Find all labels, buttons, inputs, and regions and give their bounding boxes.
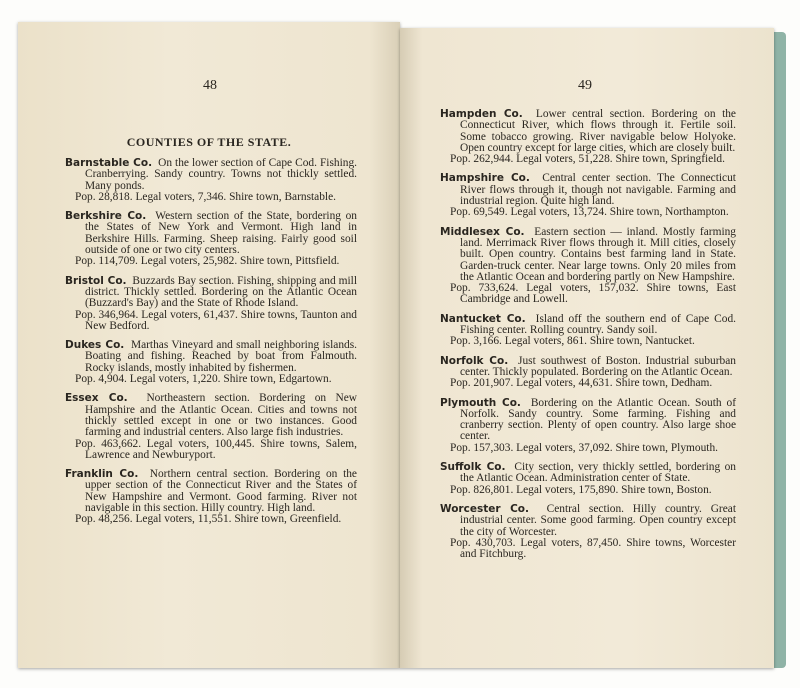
county-name: Bristol Co.	[65, 274, 127, 287]
county-stats: Pop. 4,904. Legal voters, 1,220. Shire town, Edgartown.	[75, 373, 332, 386]
county-name: Hampden Co.	[440, 108, 523, 120]
county-stats: Pop. 69,549. Legal voters, 13,724. Shire town, Northampton.	[450, 206, 729, 219]
county-entry	[65, 158, 357, 203]
county-list-right	[440, 109, 736, 568]
county-name: Norfolk Co.	[440, 354, 509, 367]
county-name: Worcester Co.	[440, 502, 530, 515]
county-description-text: Lower central section. Bordering on the Connecticut River, which flows through it. Fertile soil. Some tobacco growing. River navigable below Holyoke. Open country except for large cities, which are closely built.	[460, 108, 736, 154]
county-description-text: Central section. Hilly country. Great industrial center. Some good farming. Open country except the city of Worcester.	[460, 502, 736, 538]
county-description	[440, 504, 736, 538]
county-description-text: Island off the southern end of Cape Cod. Fishing center. Rolling country. Sandy soil.	[460, 312, 736, 337]
county-description-text: Eastern section — inland. Mostly farming land. Merrimack River flows through it. Mill cities, closely built. Open country. Contains best farming land in State. Garden-truck center. Near large towns. Only 20 miles from the Atlantic Ocean and bordering partly on New Hampshire.	[460, 225, 736, 283]
county-name: Berkshire Co.	[65, 210, 147, 223]
county-stats: Pop. 733,624. Legal voters, 157,032. Shire towns, East Cambridge and Lowell.	[450, 282, 736, 306]
county-description-text: Buzzards Bay section. Fishing, shipping and mill district. Thickly settled. Bordering on the Atlantic Ocean (Buzzard's Bay) and the State of Rhode Island.	[85, 274, 357, 310]
county-description	[65, 158, 357, 192]
county-description-text: Bordering on the Atlantic Ocean. South of Norfolk. Sandy country. Some farming. Fishing and cranberry section. Plenty of open country. Also large shoe center.	[460, 396, 737, 443]
county-entry	[440, 504, 736, 560]
county-description	[65, 276, 357, 310]
county-list-left	[65, 158, 357, 534]
county-entry	[440, 227, 736, 306]
county-name: Hampshire Co.	[440, 172, 530, 185]
county-stats: Pop. 157,303. Legal voters, 37,092. Shire town, Plymouth.	[450, 441, 718, 454]
county-name: Essex Co.	[65, 392, 128, 405]
county-description	[440, 356, 736, 379]
county-description-text: Marthas Vineyard and small neighboring islands. Boating and fishing. Reached by boat from Falmouth. Rocky islands, mostly inhabited by fishermen.	[85, 339, 357, 374]
county-entry	[440, 109, 736, 165]
county-entry	[440, 462, 736, 496]
county-name: Barnstable Co.	[65, 157, 153, 169]
county-name: Franklin Co.	[65, 468, 139, 481]
county-name: Plymouth Co.	[440, 396, 521, 409]
county-entry	[65, 469, 357, 525]
county-entry	[65, 393, 357, 461]
county-description	[65, 340, 357, 374]
county-entry	[440, 173, 736, 218]
section-title: COUNTIES OF THE STATE.	[126, 135, 292, 149]
county-name: Suffolk Co.	[440, 461, 506, 474]
county-name: Dukes Co.	[65, 339, 125, 352]
county-description	[440, 173, 736, 207]
page-number: 48	[203, 78, 217, 93]
county-description	[440, 462, 736, 485]
left-page	[18, 22, 400, 668]
page-number: 49	[578, 78, 592, 93]
county-stats: Pop. 48,256. Legal voters, 11,551. Shire town, Greenfield.	[75, 513, 342, 526]
county-description-text: Northeastern section. Bordering on New Hampshire and the Atlantic Ocean. Cities and towns not thickly settled except in one or two instances. Good farming and industrial centers. Also large fish industries.	[85, 392, 357, 439]
right-page	[400, 28, 774, 668]
county-description	[440, 109, 736, 154]
county-stats: Pop. 28,818. Legal voters, 7,346. Shire town, Barnstable.	[75, 190, 337, 203]
county-description-text: Northern central section. Bordering on the upper section of the Connecticut River and the States of New Hampshire and Vermont. Good farming. River not navigable in this section. Hilly country. High land.	[85, 468, 357, 515]
county-stats: Pop. 826,801. Legal voters, 175,890. Shire town, Boston.	[450, 483, 712, 496]
county-stats: Pop. 262,944. Legal voters, 51,228. Shire town, Springfield.	[450, 153, 725, 166]
county-entry	[440, 398, 736, 454]
county-description	[440, 227, 736, 283]
county-description-text: On the lower section of Cape Cod. Fishing. Cranberrying. Sandy country. Towns not thickly settled. Many ponds.	[85, 157, 357, 192]
county-stats: Pop. 114,709. Legal voters, 25,982. Shire town, Pittsfield.	[75, 255, 340, 268]
county-description	[65, 211, 357, 256]
county-description	[65, 393, 357, 438]
county-description	[440, 314, 736, 337]
county-description	[440, 398, 736, 443]
county-description-text: Central center section. The Connecticut River flows through it, though not navigable. Farming and industrial region. Quite high land.	[460, 172, 736, 208]
county-name: Nantucket Co.	[440, 312, 526, 325]
county-stats: Pop. 201,907. Legal voters, 44,631. Shire town, Dedham.	[450, 377, 713, 390]
county-entry	[65, 276, 357, 332]
county-description-text: Just southwest of Boston. Industrial suburban center. Thickly populated. Bordering on the Atlantic Ocean.	[460, 354, 736, 378]
county-name: Middlesex Co.	[440, 225, 525, 238]
county-entry	[440, 356, 736, 390]
county-stats: Pop. 346,964. Legal voters, 61,437. Shire towns, Taunton and New Bedford.	[75, 308, 357, 332]
county-stats: Pop. 3,166. Legal voters, 861. Shire town, Nantucket.	[450, 335, 695, 348]
county-description-text: Western section of the State, bordering on the States of New York and Vermont. High land in Berkshire Hills. Farming. Sheep raising. Fairly good soil outside of one or two city centers.	[85, 210, 357, 257]
county-stats: Pop. 430,703. Legal voters, 87,450. Shire towns, Worcester and Fitchburg.	[450, 536, 736, 561]
county-description-text: City section, very thickly settled, bordering on the Atlantic Ocean. Administration center of State.	[460, 461, 736, 485]
county-stats: Pop. 463,662. Legal voters, 100,445. Shire towns, Salem, Lawrence and Newburyport.	[75, 437, 357, 461]
county-description	[65, 469, 357, 514]
county-entry	[65, 340, 357, 385]
county-entry	[65, 211, 357, 267]
county-entry	[440, 314, 736, 348]
